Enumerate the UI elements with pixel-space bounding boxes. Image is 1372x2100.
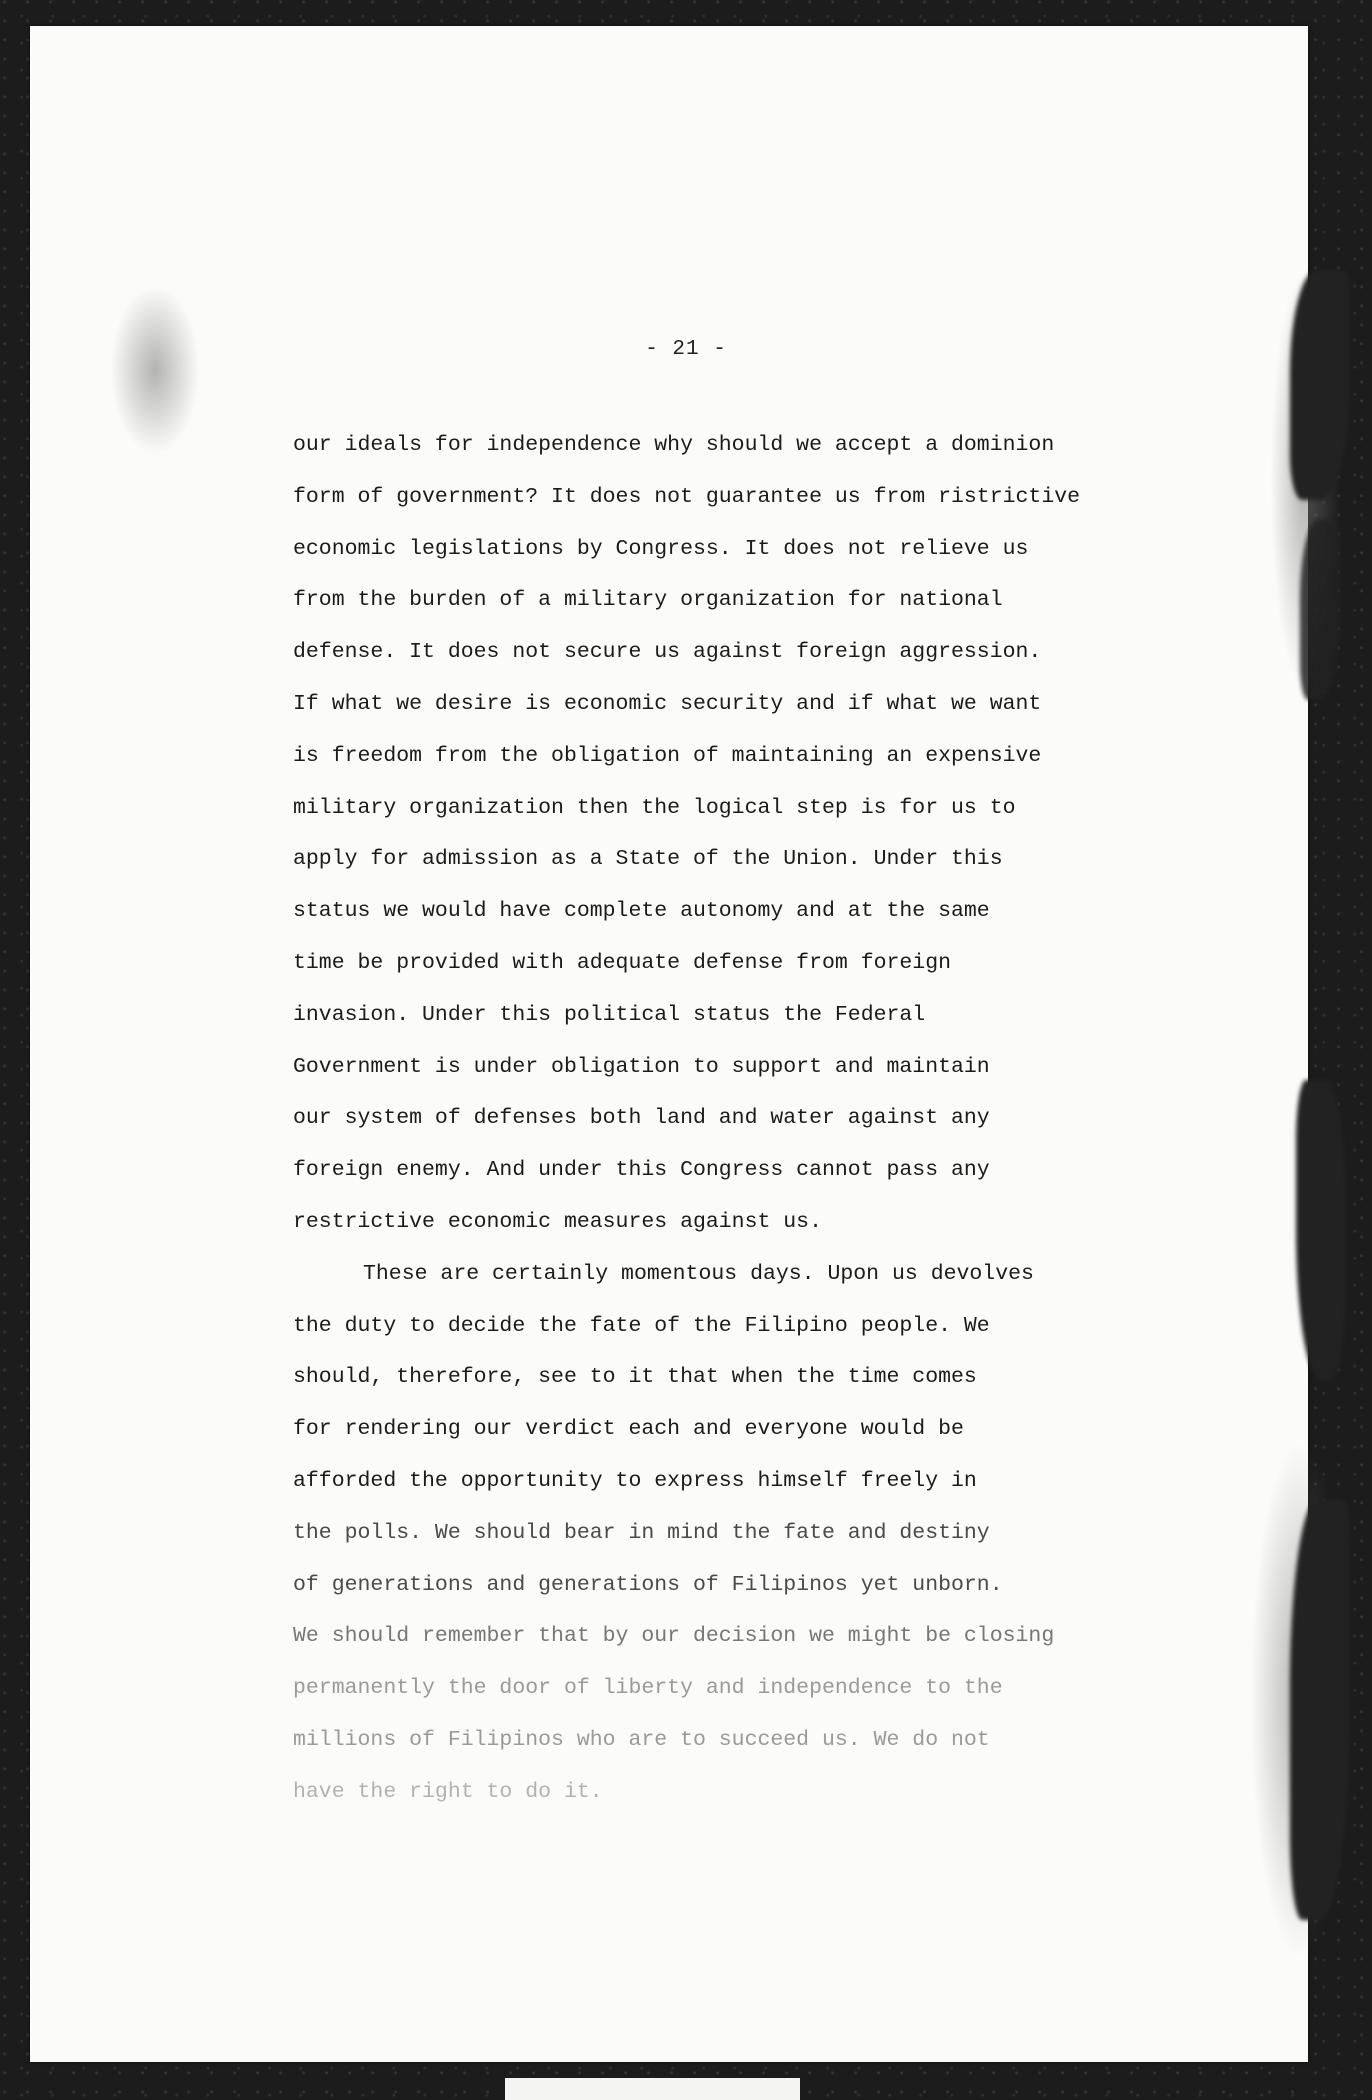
text-line: If what we desire is economic security and if what we want: [293, 691, 1042, 716]
text-line: for rendering our verdict each and everyone would be: [293, 1417, 964, 1442]
faded-text-line: permanently the door of liberty and independence to the: [293, 1676, 1003, 1701]
text-line: military organization then the logical step is for us to: [293, 795, 1016, 820]
text-line: status we would have complete autonomy and at the same: [293, 899, 990, 924]
text-line: restrictive economic measures against us.: [293, 1209, 822, 1234]
text-line: should, therefore, see to it that when the time comes: [293, 1365, 977, 1390]
stain-mark: [110, 285, 200, 455]
text-line: our system of defenses both land and water against any: [293, 1106, 990, 1131]
text-line: from the burden of a military organization for national: [293, 588, 1003, 613]
text-line: invasion. Under this political status the Federal: [293, 1002, 926, 1027]
text-line: defense. It does not secure us against foreign aggression.: [293, 640, 1042, 665]
text-line: afforded the opportunity to express himself freely in: [293, 1468, 977, 1493]
text-line: is freedom from the obligation of maintaining an expensive: [293, 743, 1042, 768]
faded-text-line: the polls. We should bear in mind the fate and destiny: [293, 1520, 990, 1545]
torn-edge: [1300, 520, 1340, 700]
faded-text-line: of generations and generations of Filipinos yet unborn.: [293, 1572, 1003, 1597]
text-line: apply for admission as a State of the Union. Under this: [293, 847, 1003, 872]
text-line: our ideals for independence why should we accept a dominion: [293, 433, 1055, 457]
text-line: the duty to decide the fate of the Filipino people. We: [293, 1313, 990, 1338]
torn-edge: [1290, 270, 1350, 500]
page-number: - 21 -: [645, 338, 727, 361]
faded-text-line: millions of Filipinos who are to succeed us. We do not: [293, 1727, 990, 1752]
paper-tab: [505, 2078, 800, 2100]
text-line: form of government? It does not guarantee us from ristrictive: [293, 484, 1081, 509]
faded-text-line: We should remember that by our decision we might be closing: [293, 1624, 1055, 1649]
text-line: Government is under obligation to support and maintain: [293, 1054, 990, 1079]
text-line: time be provided with adequate defense from foreign: [293, 950, 952, 975]
torn-edge: [1290, 1500, 1350, 1920]
paragraph-start-line: These are certainly momentous days. Upon us devolves: [363, 1261, 1034, 1286]
faded-text-line: have the right to do it.: [293, 1779, 603, 1804]
torn-edge: [1296, 1080, 1346, 1380]
typed-body-text: [293, 420, 1253, 1819]
text-line: economic legislations by Congress. It does not relieve us: [293, 536, 1029, 561]
text-line: foreign enemy. And under this Congress cannot pass any: [293, 1158, 990, 1183]
